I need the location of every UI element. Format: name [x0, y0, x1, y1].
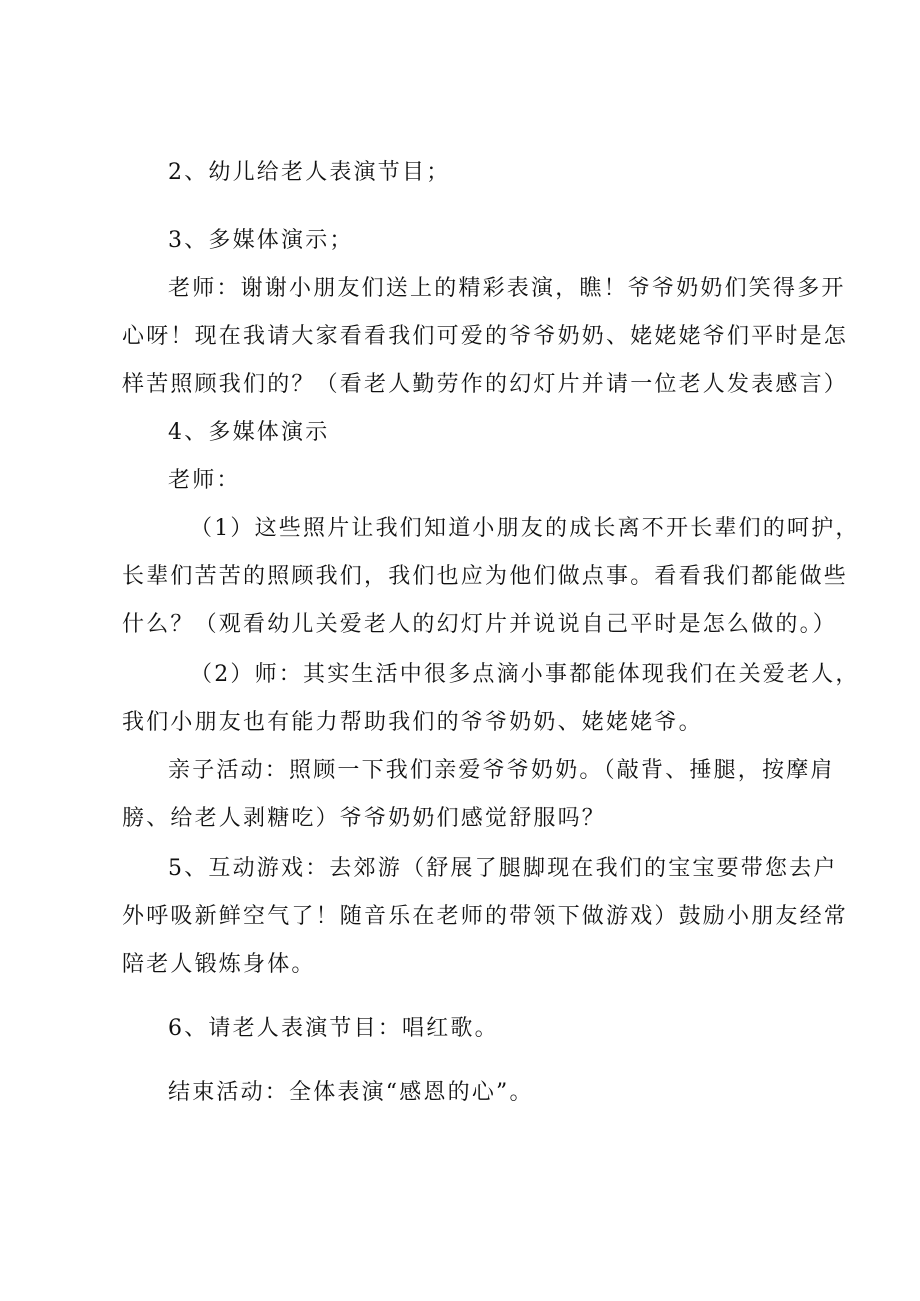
point-1-line-3: 什么？（观看幼儿关爱老人的幻灯片并说说自己平时是怎么做的。）: [122, 612, 838, 637]
item-4-line: 4、多媒体演示: [168, 420, 330, 445]
teacher-label-line: 老师：: [168, 468, 241, 493]
item-5-line-2: 外呼吸新鲜空气了！随音乐在老师的带领下做游戏）鼓励小朋友经常: [122, 904, 849, 929]
teacher-speech-line-3: 样苦照顾我们的？（看老人勤劳作的幻灯片并请一位老人发表感言）: [122, 372, 849, 397]
point-2-line-2: 我们小朋友也有能力帮助我们的爷爷奶奶、姥姥姥爷。: [122, 710, 703, 735]
item-5-line-1: 5、互动游戏：去郊游（舒展了腿脚现在我们的宝宝要带您去户: [168, 856, 838, 881]
item-2-line: 2、幼儿给老人表演节目；: [168, 160, 451, 185]
point-1-line-2: 长辈们苦苦的照顾我们，我们也应为他们做点事。看看我们都能做些: [122, 564, 849, 589]
item-5-line-3: 陪老人锻炼身体。: [122, 952, 316, 977]
parent-child-line-1: 亲子活动：照顾一下我们亲爱爷爷奶奶。（敲背、捶腿，按摩肩: [168, 758, 835, 783]
point-2-line-1: （2）师：其实生活中很多点滴小事都能体现我们在关爱老人，: [190, 662, 860, 687]
parent-child-line-2: 膀、给老人剥糖吃）爷爷奶奶们感觉舒服吗？: [122, 806, 607, 831]
teacher-speech-line-1: 老师：谢谢小朋友们送上的精彩表演，瞧！爷爷奶奶们笑得多开: [168, 276, 846, 301]
item-6-line: 6、请老人表演节目：唱红歌。: [168, 1016, 499, 1041]
point-1-line-1: （1）这些照片让我们知道小朋友的成长离不开长辈们的呵护，: [190, 516, 860, 541]
teacher-speech-line-2: 心呀！现在我请大家看看我们可爱的爷爷奶奶、姥姥姥爷们平时是怎: [122, 324, 849, 349]
closing-activity-line: 结束活动：全体表演“感恩的心”。: [168, 1080, 534, 1105]
item-3-line: 3、多媒体演示；: [168, 228, 354, 253]
